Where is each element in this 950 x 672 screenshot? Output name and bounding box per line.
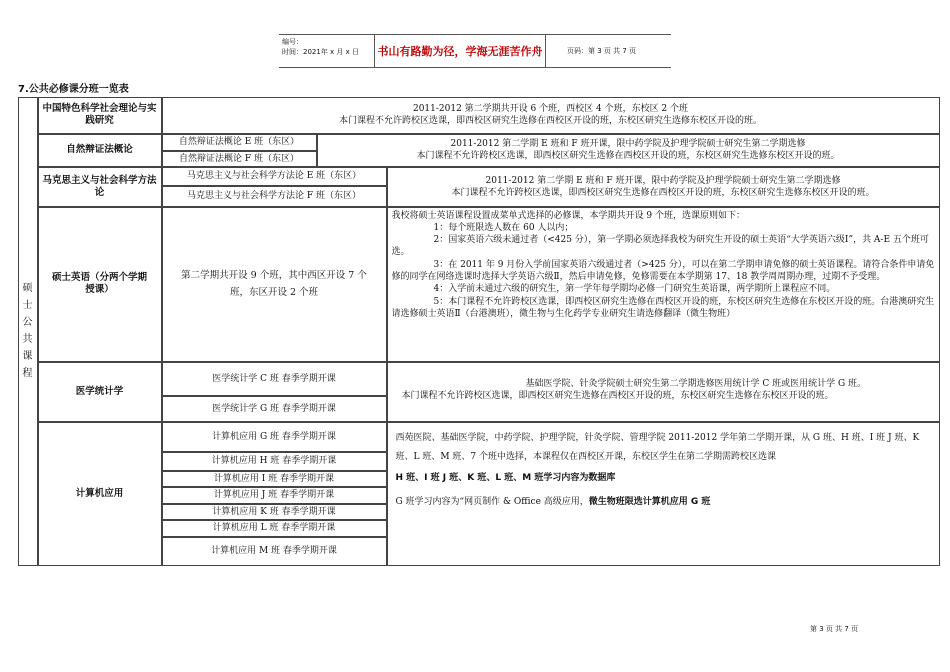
ziran-class-e: 自然辩证法概论 E 班（东区） [162,134,317,151]
course-name-english: 硕士英语（分两个学期授课） [38,207,162,362]
course-name-zhongguo: 中国特色科学社会理论与实践研究 [38,97,162,134]
ziran-line1: 2011-2012 第二学期 E 班和 F 班开课，限中药学院及护理学院硕士研究生第二学期选修 [450,139,806,149]
computer-line1: 西苑医院、基础医学院，中药学院、护理学院，针灸学院、管理学院 2011-2012 学年第二学期开课，从 G 班、H 班、I 班 J 班、K 班、L 班、M 班、7 个班中选择，本课程仅在西校区开课，东校区学生在第二学期需跨校区选课 [395,432,920,462]
course-name-makesi: 马克思主义与社会科学方法论 [38,167,162,207]
course-name-stats: 医学统计学 [38,362,162,422]
computer-line2: H 班、I 班 J 班、K 班、L 班、M 班学习内容为数据库 [395,472,616,483]
english-rule-4: 4：入学前未通过六级的研究生，第一学年每学期均必修一门研究生英语课，两学期所上课程应不同。 [433,284,836,295]
header-page: 页码：第 3 页 共 7 页 [567,47,637,55]
course-info-makesi [387,167,940,207]
header-time: 时间：2021年 x 月 x 日 [282,48,359,56]
ziran-class-f: 自然辩证法概论 F 班（东区） [162,151,317,167]
computer-line3-b: 微生物班限选计算机应用 G 班 [588,496,711,507]
category-cell [18,97,38,566]
stats-line1: 基础医学院、针灸学院硕士研究生第二学期选修医用统计学 C 班或医用统计学 G 班。 [525,378,867,389]
page-header [279,34,671,68]
stats-class-c: 医学统计学 C 班 春季学期开课 [162,362,387,396]
course-info-stats [387,362,940,422]
zhongguo-line1: 2011-2012 第二学期共开设 6 个班，西校区 4 个班，东校区 2 个班 [412,104,689,114]
header-meta [279,35,375,67]
header-bianhao: 编号： [282,38,303,46]
section-title: 7.公共必修课分班一览表 [18,84,129,95]
course-name-computer: 计算机应用 [38,422,162,566]
computer-class-j: 计算机应用 J 班 春季学期开课 [162,487,387,504]
stats-class-g: 医学统计学 G 班 春季学期开课 [162,396,387,422]
makesi-class-e: 马克思主义与社会科学方法论 E 班（东区） [162,167,387,186]
computer-class-l: 计算机应用 L 班 春季学期开课 [162,520,387,537]
computer-class-g: 计算机应用 G 班 春季学期开课 [162,422,387,452]
stats-line2: 本门课程不允许跨校区选课，即西校区研究生选修在西校区开设的班，东校区研究生选修在东校区开设的班。 [401,390,834,401]
ziran-line2: 本门课程不允许跨校区选课，即西校区研究生选修在西校区开设的班，东校区研究生选修东校区开设的班。 [416,151,840,161]
computer-class-i: 计算机应用 I 班 春季学期开课 [162,471,387,487]
stats-text [388,378,940,402]
course-name-ziran: 自然辩证法概论 [38,134,162,167]
makesi-class-f: 马克思主义与社会科学方法论 F 班（东区） [162,186,387,207]
course-info-computer [387,422,940,566]
page-footer: 第 3 页 共 7 页 [810,625,859,633]
english-rule-3: 3：在 2011 年 9 月份入学前国家英语六级通过者（>425 分），可以在第二学期申请免修的硕士英语课程。请符合条件申请免修的同学在网络选课时选择大学英语六级Ⅱ，然后申请免修，免修需要在本学期第 17、18 教学周周期办理，过期不予受理。 [391,259,935,282]
course-table [18,97,940,566]
english-rule-1: 1：每个班限选人数在 60 人以内； [433,222,574,233]
computer-class-h: 计算机应用 H 班 春季学期开课 [162,452,387,471]
makesi-line2: 本门课程不允许跨校区选课，即西校区研究生选修在西校区开设的班，东校区研究生选修东校区开设的班。 [451,187,875,198]
computer-class-m: 计算机应用 M 班 春季学期开课 [162,537,387,566]
header-slogan: 书山有路勤为径，学海无涯苦作舟 [375,35,546,67]
computer-line3-a: G 班学习内容为“网页制作 & Office 高级应用， [395,496,589,507]
course-info-zhongguo [162,97,940,134]
english-rule-2: 2：国家英语六级未通过者（<425 分），第一学期必须选择我校为研究生开设的硕士英语“大学英语六级Ⅰ”，共 A-E 五个班可选。 [391,235,929,258]
course-info-english [387,207,940,362]
course-info-ziran [317,134,940,167]
english-intro: 我校将硕士英语课程设置成菜单式选择的必修课，本学期共开设 9 个班，选课原则如下： [391,210,745,221]
computer-line3 [396,493,931,512]
english-classes: 第二学期共开设 9 个班，其中西区开设 7 个班，东区开设 2 个班 [162,207,387,362]
category-label: 硕士公共课程 [22,283,33,379]
english-rule-5: 5：本门课程不允许跨校区选课，即西校区研究生选修在西校区开设的班，东校区研究生选修在东校区开设的班。台港澳研究生请选修硕士英语Ⅱ（台港澳班），微生物与生化药学专业研究生请选修翻译（微生物班） [391,296,935,319]
computer-class-k: 计算机应用 K 班 春季学期开课 [162,504,387,520]
zhongguo-line2: 本门课程不允许跨校区选课，即西校区研究生选修在西校区开设的班，东校区研究生选修东校区开设的班。 [338,116,762,126]
makesi-line1: 2011-2012 第二学期 E 班和 F 班开课，限中药学院及护理学院硕士研究生第二学期选修 [485,175,841,186]
